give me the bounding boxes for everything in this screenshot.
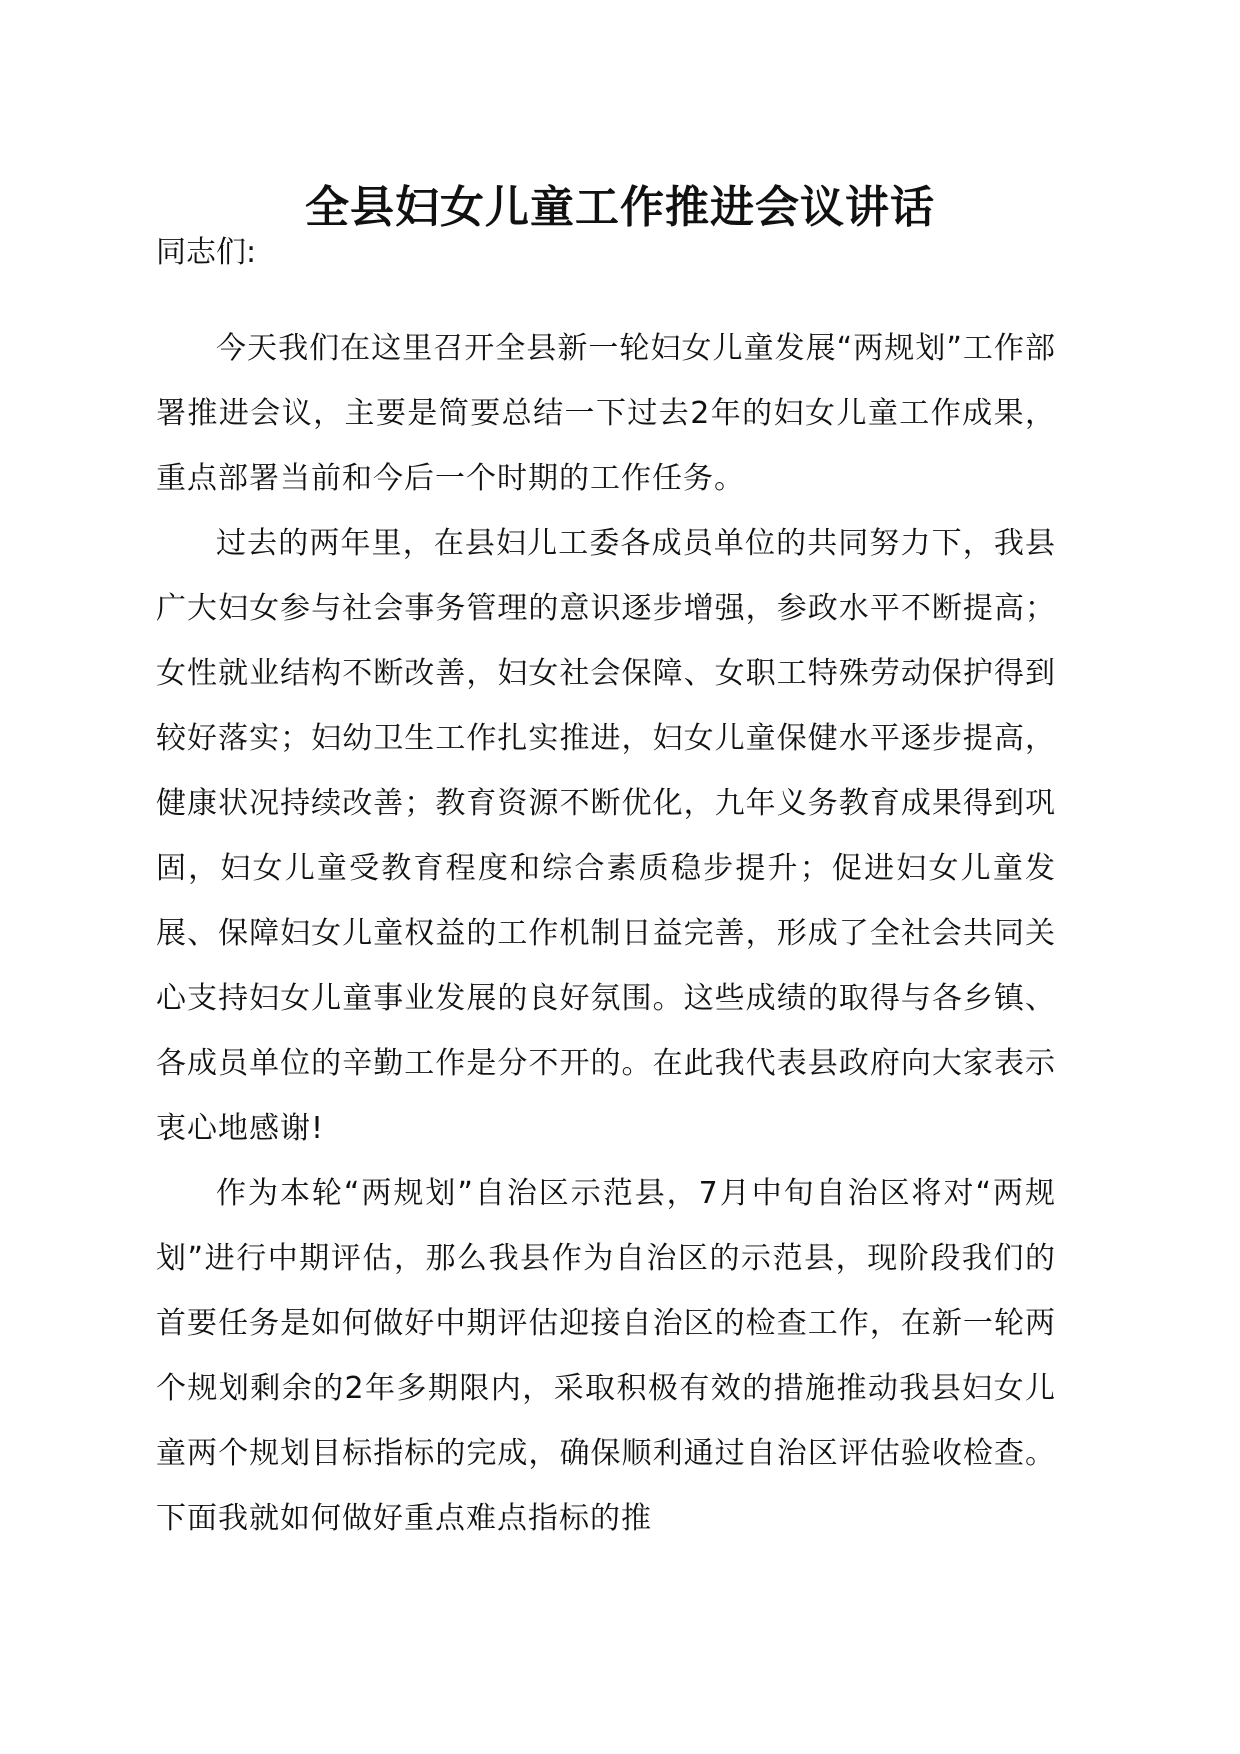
- document-body: [156, 316, 1056, 1551]
- paragraph-2: 过去的两年里，在县妇儿工委各成员单位的共同努力下，我县广大妇女参与社会事务管理的意识逐步增强，参政水平不断提高；女性就业结构不断改善，妇女社会保障、女职工特殊劳动保护得到较好落实；妇幼卫生工作扎实推进，妇女儿童保健水平逐步提高，健康状况持续改善；教育资源不断优化，九年义务教育成果得到巩固，妇女儿童受教育程度和综合素质稳步提升；促进妇女儿童发展、保障妇女儿童权益的工作机制日益完善，形成了全社会共同关心支持妇女儿童事业发展的良好氛围。这些成绩的取得与各乡镇、各成员单位的辛勤工作是分不开的。在此我代表县政府向大家表示衷心地感谢!: [156, 526, 1056, 1146]
- paragraph-1: 今天我们在这里召开全县新一轮妇女儿童发展“两规划”工作部署推进会议，主要是简要总结一下过去2年的妇女儿童工作成果，重点部署当前和今后一个时期的工作任务。: [156, 331, 1056, 496]
- document-title: 全县妇女儿童工作推进会议讲话: [305, 182, 935, 233]
- salutation: 同志们:: [156, 235, 257, 270]
- paragraph-3: 作为本轮“两规划”自治区示范县，7月中旬自治区将对“两规划”进行中期评估，那么我县作为自治区的示范县，现阶段我们的首要任务是如何做好中期评估迎接自治区的检查工作，在新一轮两个规划剩余的2年多期限内，采取积极有效的措施推动我县妇女儿童两个规划目标指标的完成，确保顺利通过自治区评估验收检查。下面我就如何做好重点难点指标的推: [156, 1176, 1056, 1536]
